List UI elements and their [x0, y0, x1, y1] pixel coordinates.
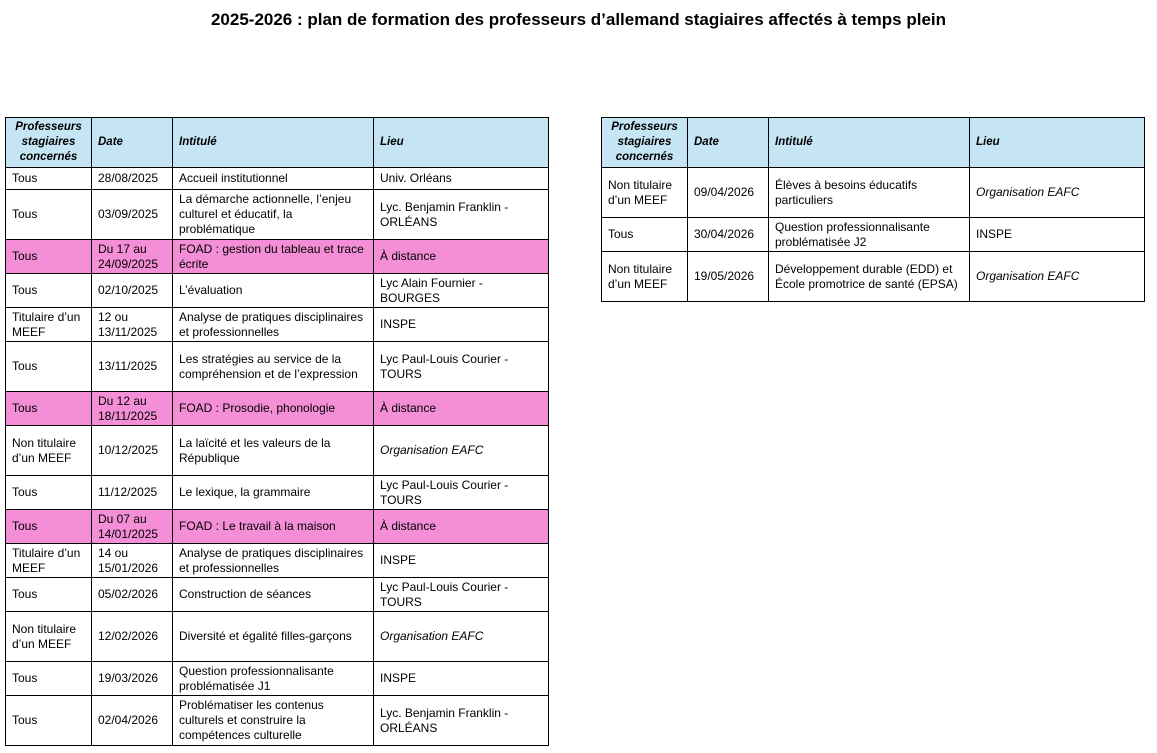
table-row [6, 696, 549, 746]
header-title: Intitulé [173, 118, 374, 168]
cell-title: FOAD : Prosodie, phonologie [173, 392, 374, 426]
cell-title: Élèves à besoins éducatifs particuliers [769, 168, 970, 218]
cell-place: Lyc Paul-Louis Courier - TOURS [374, 476, 549, 510]
cell-title: Problématiser les contenus culturels et construire la compétences culturelle [173, 696, 374, 746]
table-row [6, 476, 549, 510]
header-place: Lieu [374, 118, 549, 168]
cell-title: La démarche actionnelle, l’enjeu culturel et éducatif, la problématique [173, 190, 374, 240]
cell-teachers: Non titulaire d’un MEEF [6, 426, 92, 476]
cell-place: INSPE [374, 544, 549, 578]
cell-date: 10/12/2025 [92, 426, 173, 476]
cell-place: Lyc Paul-Louis Courier - TOURS [374, 578, 549, 612]
table-row [6, 662, 549, 696]
cell-title: Diversité et égalité filles-garçons [173, 612, 374, 662]
cell-title: Le lexique, la grammaire [173, 476, 374, 510]
cell-teachers: Tous [6, 240, 92, 274]
training-table-right [601, 117, 1145, 302]
cell-date: Du 12 au 18/11/2025 [92, 392, 173, 426]
cell-date: Du 07 au 14/01/2025 [92, 510, 173, 544]
cell-title: Analyse de pratiques disciplinaires et professionnelles [173, 308, 374, 342]
cell-teachers: Tous [6, 578, 92, 612]
table-row [6, 240, 549, 274]
header-teachers: Professeurs stagiaires concernés [602, 118, 688, 168]
cell-teachers: Tous [6, 274, 92, 308]
table-row [6, 426, 549, 476]
cell-teachers: Titulaire d’un MEEF [6, 544, 92, 578]
table-row [602, 168, 1145, 218]
cell-date: 13/11/2025 [92, 342, 173, 392]
cell-date: 09/04/2026 [688, 168, 769, 218]
header-teachers: Professeurs stagiaires concernés [6, 118, 92, 168]
cell-place: Organisation EAFC [970, 252, 1145, 302]
header-title: Intitulé [769, 118, 970, 168]
cell-title: La laïcité et les valeurs de la République [173, 426, 374, 476]
table-row [6, 308, 549, 342]
table-row [602, 252, 1145, 302]
cell-teachers: Tous [6, 476, 92, 510]
cell-date: 30/04/2026 [688, 218, 769, 252]
table-body-left [6, 168, 549, 746]
table-row [6, 274, 549, 308]
cell-title: Les stratégies au service de la compréhension et de l’expression [173, 342, 374, 392]
cell-place: À distance [374, 392, 549, 426]
cell-place: Lyc Paul-Louis Courier - TOURS [374, 342, 549, 392]
cell-place: À distance [374, 240, 549, 274]
training-table-left [5, 117, 549, 746]
cell-place: À distance [374, 510, 549, 544]
cell-date: 02/04/2026 [92, 696, 173, 746]
table-body-right [602, 168, 1145, 302]
cell-place: Organisation EAFC [970, 168, 1145, 218]
cell-title: Analyse de pratiques disciplinaires et professionnelles [173, 544, 374, 578]
cell-place: Lyc. Benjamin Franklin - ORLÉANS [374, 190, 549, 240]
table-row [6, 544, 549, 578]
cell-title: L’évaluation [173, 274, 374, 308]
cell-teachers: Non titulaire d’un MEEF [602, 168, 688, 218]
cell-title: Développement durable (EDD) et École promotrice de santé (EPSA) [769, 252, 970, 302]
cell-title: Question professionnalisante problématisée J2 [769, 218, 970, 252]
table-header-row [6, 118, 549, 168]
cell-date: 02/10/2025 [92, 274, 173, 308]
header-place: Lieu [970, 118, 1145, 168]
cell-title: Accueil institutionnel [173, 168, 374, 190]
cell-title: Construction de séances [173, 578, 374, 612]
cell-date: 28/08/2025 [92, 168, 173, 190]
cell-date: 05/02/2026 [92, 578, 173, 612]
cell-place: Organisation EAFC [374, 426, 549, 476]
cell-teachers: Tous [6, 168, 92, 190]
cell-place: Organisation EAFC [374, 612, 549, 662]
table-row [6, 510, 549, 544]
page-title: 2025-2026 : plan de formation des professeurs d’allemand stagiaires affectés à temps plein [210, 10, 947, 29]
cell-teachers: Titulaire d’un MEEF [6, 308, 92, 342]
header-date: Date [688, 118, 769, 168]
cell-title: Question professionnalisante problématisée J1 [173, 662, 374, 696]
cell-date: Du 17 au 24/09/2025 [92, 240, 173, 274]
cell-teachers: Non titulaire d’un MEEF [602, 252, 688, 302]
table-row [6, 342, 549, 392]
cell-date: 11/12/2025 [92, 476, 173, 510]
cell-place: INSPE [374, 662, 549, 696]
cell-teachers: Tous [6, 696, 92, 746]
table-row [602, 218, 1145, 252]
table-row [6, 168, 549, 190]
cell-date: 19/03/2026 [92, 662, 173, 696]
cell-place: Lyc. Benjamin Franklin - ORLÉANS [374, 696, 549, 746]
cell-place: Univ. Orléans [374, 168, 549, 190]
cell-date: 14 ou 15/01/2026 [92, 544, 173, 578]
cell-title: FOAD : gestion du tableau et trace écrite [173, 240, 374, 274]
header-date: Date [92, 118, 173, 168]
cell-teachers: Tous [6, 662, 92, 696]
cell-date: 19/05/2026 [688, 252, 769, 302]
cell-title: FOAD : Le travail à la maison [173, 510, 374, 544]
table-row [6, 612, 549, 662]
cell-place: INSPE [970, 218, 1145, 252]
table-header-row [602, 118, 1145, 168]
cell-place: INSPE [374, 308, 549, 342]
cell-teachers: Tous [6, 510, 92, 544]
table-row [6, 578, 549, 612]
cell-teachers: Tous [6, 190, 92, 240]
cell-teachers: Tous [6, 342, 92, 392]
cell-teachers: Tous [602, 218, 688, 252]
cell-date: 12/02/2026 [92, 612, 173, 662]
table-row [6, 392, 549, 426]
cell-date: 12 ou 13/11/2025 [92, 308, 173, 342]
cell-teachers: Tous [6, 392, 92, 426]
cell-teachers: Non titulaire d’un MEEF [6, 612, 92, 662]
cell-date: 03/09/2025 [92, 190, 173, 240]
cell-place: Lyc Alain Fournier - BOURGES [374, 274, 549, 308]
table-row [6, 190, 549, 240]
